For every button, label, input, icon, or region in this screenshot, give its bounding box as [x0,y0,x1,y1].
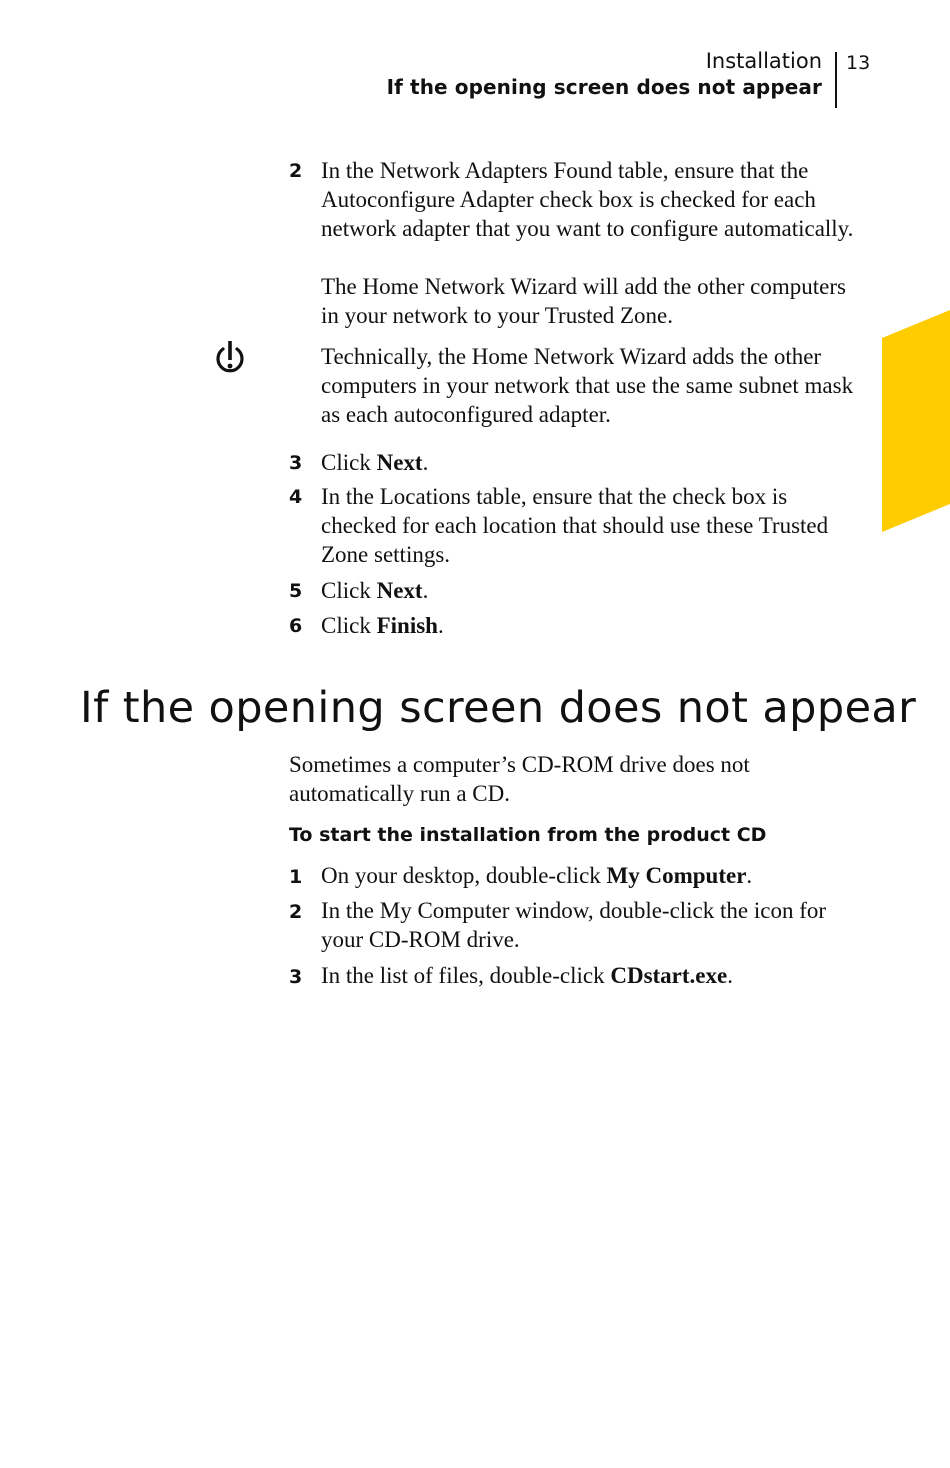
step-text-prefix: Click [321,613,377,638]
header-divider [835,52,837,108]
step-text [321,448,856,477]
ui-term: My Computer [606,863,747,888]
step-number: 3 [289,966,303,988]
step-text-prefix: In the list of files, double-click [321,963,611,988]
ui-term: Next [376,450,423,475]
step-text-suffix: . [422,578,429,603]
step-text: In the Locations table, ensure that the check box is checked for each location that should use these Trusted Zone settings. [321,484,829,567]
step-number: 2 [289,901,303,923]
procedure-title: To start the installation from the product CD [289,824,767,846]
running-header [387,48,822,101]
step-text-suffix: . [422,450,429,475]
step-text: In the Network Adapters Found table, ensure that the Autoconfigure Adapter check box is checked for each network adapter that you want to configure automatically. [321,158,854,241]
step-number: 5 [289,580,303,602]
ui-term: CDstart.exe [610,963,728,988]
step-number: 6 [289,615,303,637]
step-text-suffix: . [727,963,733,988]
step-text [321,961,856,990]
step-followup: The Home Network Wizard will add the other computers in your network to your Trusted Zone. [321,274,846,328]
step-text [321,576,856,605]
note-text: Technically, the Home Network Wizard adds the other computers in your network that use the same subnet mask as each autoconfigured adapter. [321,344,854,427]
ui-term: Finish [376,613,438,638]
step-text-prefix: Click [321,450,377,475]
step-text [321,861,856,890]
section-heading: If the opening screen does not appear [80,683,917,733]
intro-paragraph: Sometimes a computer’s CD-ROM drive does not automatically run a CD. [289,752,750,806]
step-text-suffix: . [437,613,444,638]
step-number: 3 [289,452,303,474]
ui-term: Next [376,578,423,603]
chapter-tab-shape [882,310,950,532]
step-text: In the My Computer window, double-click the icon for your CD-ROM drive. [321,898,827,952]
chapter-tab [882,310,950,532]
step-text-prefix: Click [321,578,377,603]
step-text-suffix: . [746,863,753,888]
page-number: 13 [846,52,871,74]
step-text-prefix: On your desktop, double-click [321,863,607,888]
step-text [321,611,856,640]
step-number: 1 [289,866,303,888]
step-number: 2 [289,160,303,182]
warning-icon [214,340,246,376]
step-number: 4 [289,486,303,508]
header-section: If the opening screen does not appear [386,75,822,99]
header-chapter: Installation [705,49,822,73]
